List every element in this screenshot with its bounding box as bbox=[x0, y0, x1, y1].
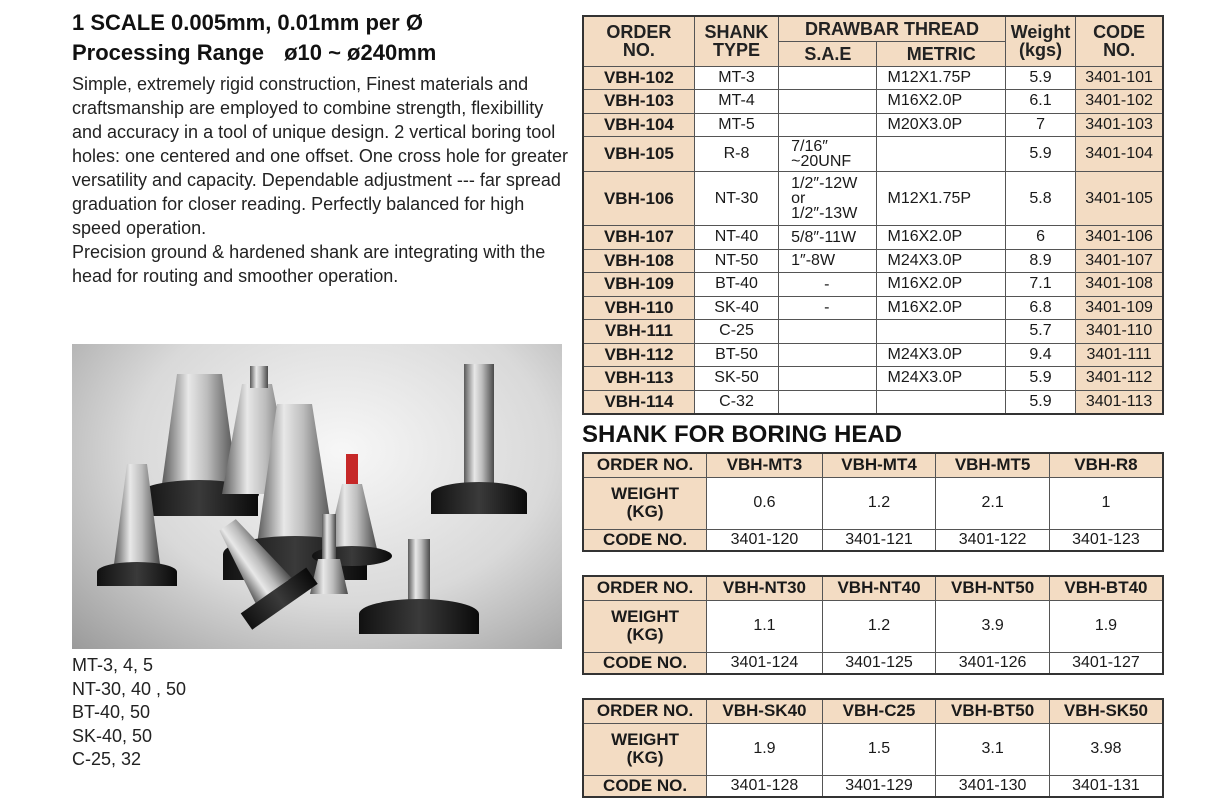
shank-section-title: SHANK FOR BORING HEAD bbox=[582, 421, 903, 448]
product-description bbox=[72, 72, 572, 288]
sae-thread-cell bbox=[779, 343, 877, 367]
shank-table-2 bbox=[582, 575, 1164, 675]
code-cell: 3401-125 bbox=[822, 652, 936, 674]
order-no-cell: VBH-102 bbox=[583, 66, 694, 90]
spec-row bbox=[583, 320, 1163, 344]
model-cell: VBH-MT3 bbox=[707, 453, 823, 477]
weight-cell: 5.7 bbox=[1005, 320, 1075, 344]
order-no-cell: VBH-104 bbox=[583, 113, 694, 137]
shank-row bbox=[583, 699, 1163, 723]
shank-row bbox=[583, 723, 1163, 775]
model-cell: VBH-C25 bbox=[822, 699, 936, 723]
weight-cell: 1.2 bbox=[822, 600, 936, 652]
spec-row bbox=[583, 172, 1163, 226]
metric-thread-cell: M16X2.0P bbox=[877, 296, 1005, 320]
row-label-weight: WEIGHT (KG) bbox=[583, 477, 707, 529]
shank-row bbox=[583, 477, 1163, 529]
spec-row bbox=[583, 90, 1163, 114]
shank-table-3 bbox=[582, 698, 1164, 798]
row-label: ORDER NO. bbox=[583, 699, 707, 723]
code-no-cell: 3401-111 bbox=[1076, 343, 1163, 367]
metric-thread-cell bbox=[877, 137, 1005, 172]
weight-cell: 1.5 bbox=[822, 723, 936, 775]
spec-row bbox=[583, 273, 1163, 297]
model-cell: VBH-NT40 bbox=[822, 576, 936, 600]
code-no-cell: 3401-112 bbox=[1076, 367, 1163, 391]
weight-cell: 5.8 bbox=[1005, 172, 1075, 226]
range-heading bbox=[72, 38, 572, 68]
shank-row bbox=[583, 652, 1163, 674]
shank-type-cell: NT-40 bbox=[694, 226, 778, 250]
sae-thread-cell bbox=[779, 367, 877, 391]
code-no-cell: 3401-105 bbox=[1076, 172, 1163, 226]
code-no-cell: 3401-102 bbox=[1076, 90, 1163, 114]
col-header-metric: METRIC bbox=[877, 41, 1005, 66]
weight-cell: 1 bbox=[1049, 477, 1163, 529]
weight-cell: 9.4 bbox=[1005, 343, 1075, 367]
model-cell: VBH-NT50 bbox=[936, 576, 1050, 600]
weight-cell: 3.98 bbox=[1049, 723, 1163, 775]
code-no-cell: 3401-110 bbox=[1076, 320, 1163, 344]
order-no-cell: VBH-110 bbox=[583, 296, 694, 320]
col-header-order: ORDER NO. bbox=[583, 16, 694, 66]
spec-row bbox=[583, 113, 1163, 137]
sae-thread-cell bbox=[779, 390, 877, 414]
description-paragraph-2: Precision ground & hardened shank are integrating with the head for routing and smoother operation. bbox=[72, 242, 546, 286]
model-cell: VBH-NT30 bbox=[707, 576, 823, 600]
weight-cell: 5.9 bbox=[1005, 66, 1075, 90]
shank-type-cell: MT-4 bbox=[694, 90, 778, 114]
shank-row bbox=[583, 453, 1163, 477]
product-intro bbox=[72, 8, 572, 288]
weight-cell: 6.8 bbox=[1005, 296, 1075, 320]
weight-cell: 1.9 bbox=[707, 723, 823, 775]
col-header-weight: Weight (kgs) bbox=[1005, 16, 1075, 66]
range-label: Processing Range bbox=[72, 40, 264, 65]
model-cell: VBH-R8 bbox=[1049, 453, 1163, 477]
code-cell: 3401-130 bbox=[936, 775, 1050, 797]
code-no-cell: 3401-107 bbox=[1076, 249, 1163, 273]
sae-thread-cell: 1″-8W bbox=[779, 249, 877, 273]
code-no-cell: 3401-104 bbox=[1076, 137, 1163, 172]
weight-cell: 5.9 bbox=[1005, 390, 1075, 414]
model-list-item: NT-30, 40 , 50 bbox=[72, 678, 187, 699]
boring-head-spec-table bbox=[582, 15, 1164, 415]
spec-row bbox=[583, 66, 1163, 90]
metric-thread-cell: M12X1.75P bbox=[877, 172, 1005, 226]
code-no-cell: 3401-103 bbox=[1076, 113, 1163, 137]
weight-cell: 3.9 bbox=[936, 600, 1050, 652]
spec-row bbox=[583, 390, 1163, 414]
model-cell: VBH-SK50 bbox=[1049, 699, 1163, 723]
row-label: ORDER NO. bbox=[583, 576, 707, 600]
row-label-weight: WEIGHT (KG) bbox=[583, 723, 707, 775]
description-paragraph-1: Simple, extremely rigid construction, Finest materials and craftsmanship are employed to combine strength, flexibillity and accuracy in a tool of unique design. 2 vertical boring tool holes: one centered and one offset. One cross hole for greater versatility and capacity. Dependable adjustment --- far spread graduation for closer reading. Perfectly balanced for high speed operation. bbox=[72, 74, 568, 238]
col-header-drawbar: DRAWBAR THREAD bbox=[779, 16, 1006, 41]
weight-cell: 5.9 bbox=[1005, 367, 1075, 391]
range-value: ø10 ~ ø240mm bbox=[284, 40, 437, 65]
row-label-weight: WEIGHT (KG) bbox=[583, 600, 707, 652]
sae-thread-cell: - bbox=[779, 296, 877, 320]
metric-thread-cell: M16X2.0P bbox=[877, 90, 1005, 114]
order-no-cell: VBH-111 bbox=[583, 320, 694, 344]
weight-cell: 7 bbox=[1005, 113, 1075, 137]
metric-thread-cell: M24X3.0P bbox=[877, 249, 1005, 273]
model-cell: VBH-MT5 bbox=[936, 453, 1050, 477]
spec-row bbox=[583, 296, 1163, 320]
weight-cell: 8.9 bbox=[1005, 249, 1075, 273]
weight-cell: 1.9 bbox=[1049, 600, 1163, 652]
metric-thread-cell: M12X1.75P bbox=[877, 66, 1005, 90]
metric-thread-cell: M16X2.0P bbox=[877, 273, 1005, 297]
shank-row bbox=[583, 529, 1163, 551]
shank-type-cell: C-32 bbox=[694, 390, 778, 414]
col-header-code: CODE NO. bbox=[1076, 16, 1163, 66]
order-no-cell: VBH-106 bbox=[583, 172, 694, 226]
sae-thread-cell bbox=[779, 66, 877, 90]
shank-type-cell: R-8 bbox=[694, 137, 778, 172]
spec-row bbox=[583, 367, 1163, 391]
code-cell: 3401-129 bbox=[822, 775, 936, 797]
shank-type-cell: MT-5 bbox=[694, 113, 778, 137]
code-cell: 3401-126 bbox=[936, 652, 1050, 674]
shank-table-1 bbox=[582, 452, 1164, 552]
shank-type-cell: SK-40 bbox=[694, 296, 778, 320]
code-cell: 3401-122 bbox=[936, 529, 1050, 551]
spec-row bbox=[583, 226, 1163, 250]
code-no-cell: 3401-106 bbox=[1076, 226, 1163, 250]
model-list-item: MT-3, 4, 5 bbox=[72, 655, 154, 675]
metric-thread-cell bbox=[877, 390, 1005, 414]
sae-thread-cell: 5/8″-11W bbox=[779, 226, 877, 250]
weight-cell: 6.1 bbox=[1005, 90, 1075, 114]
order-no-cell: VBH-105 bbox=[583, 137, 694, 172]
spec-row bbox=[583, 249, 1163, 273]
row-label: ORDER NO. bbox=[583, 453, 707, 477]
sae-thread-cell bbox=[779, 90, 877, 114]
shank-row bbox=[583, 600, 1163, 652]
metric-thread-cell: M16X2.0P bbox=[877, 226, 1005, 250]
order-no-cell: VBH-113 bbox=[583, 367, 694, 391]
model-cell: VBH-BT40 bbox=[1049, 576, 1163, 600]
weight-cell: 5.9 bbox=[1005, 137, 1075, 172]
model-cell: VBH-BT50 bbox=[936, 699, 1050, 723]
sae-thread-cell bbox=[779, 320, 877, 344]
order-no-cell: VBH-107 bbox=[583, 226, 694, 250]
shank-type-cell: C-25 bbox=[694, 320, 778, 344]
metric-thread-cell: M24X3.0P bbox=[877, 367, 1005, 391]
code-cell: 3401-124 bbox=[707, 652, 823, 674]
spec-row bbox=[583, 137, 1163, 172]
col-header-shank: SHANK TYPE bbox=[694, 16, 778, 66]
shank-row bbox=[583, 576, 1163, 600]
weight-cell: 1.2 bbox=[822, 477, 936, 529]
metric-thread-cell bbox=[877, 320, 1005, 344]
code-no-cell: 3401-108 bbox=[1076, 273, 1163, 297]
shank-type-cell: MT-3 bbox=[694, 66, 778, 90]
order-no-cell: VBH-112 bbox=[583, 343, 694, 367]
weight-cell: 7.1 bbox=[1005, 273, 1075, 297]
shank-model-list bbox=[72, 654, 186, 772]
col-header-sae: S.A.E bbox=[779, 41, 877, 66]
row-label: CODE NO. bbox=[583, 529, 707, 551]
shank-type-cell: NT-50 bbox=[694, 249, 778, 273]
code-cell: 3401-131 bbox=[1049, 775, 1163, 797]
weight-cell: 1.1 bbox=[707, 600, 823, 652]
sae-thread-cell: 1/2″-12W or 1/2″-13W bbox=[779, 172, 877, 226]
product-photo bbox=[72, 344, 562, 649]
model-cell: VBH-MT4 bbox=[822, 453, 936, 477]
shank-type-cell: BT-50 bbox=[694, 343, 778, 367]
code-no-cell: 3401-101 bbox=[1076, 66, 1163, 90]
model-list-item: SK-40, 50 bbox=[72, 725, 153, 746]
sae-thread-cell: 7/16″ ~20UNF bbox=[779, 137, 877, 172]
code-cell: 3401-123 bbox=[1049, 529, 1163, 551]
code-cell: 3401-121 bbox=[822, 529, 936, 551]
metric-thread-cell: M20X3.0P bbox=[877, 113, 1005, 137]
shank-type-cell: SK-50 bbox=[694, 367, 778, 391]
scale-heading: 1 SCALE 0.005mm, 0.01mm per Ø bbox=[72, 10, 423, 35]
shank-type-cell: BT-40 bbox=[694, 273, 778, 297]
code-cell: 3401-128 bbox=[707, 775, 823, 797]
spec-row bbox=[583, 343, 1163, 367]
model-list-item: C-25, 32 bbox=[72, 749, 142, 769]
order-no-cell: VBH-108 bbox=[583, 249, 694, 273]
order-no-cell: VBH-103 bbox=[583, 90, 694, 114]
model-cell: VBH-SK40 bbox=[707, 699, 823, 723]
code-cell: 3401-120 bbox=[707, 529, 823, 551]
weight-cell: 2.1 bbox=[936, 477, 1050, 529]
code-cell: 3401-127 bbox=[1049, 652, 1163, 674]
sae-thread-cell: - bbox=[779, 273, 877, 297]
weight-cell: 0.6 bbox=[707, 477, 823, 529]
order-no-cell: VBH-109 bbox=[583, 273, 694, 297]
code-no-cell: 3401-113 bbox=[1076, 390, 1163, 414]
code-no-cell: 3401-109 bbox=[1076, 296, 1163, 320]
metric-thread-cell: M24X3.0P bbox=[877, 343, 1005, 367]
shank-row bbox=[583, 775, 1163, 797]
row-label: CODE NO. bbox=[583, 775, 707, 797]
weight-cell: 3.1 bbox=[936, 723, 1050, 775]
order-no-cell: VBH-114 bbox=[583, 390, 694, 414]
row-label: CODE NO. bbox=[583, 652, 707, 674]
weight-cell: 6 bbox=[1005, 226, 1075, 250]
shank-type-cell: NT-30 bbox=[694, 172, 778, 226]
model-list-item: BT-40, 50 bbox=[72, 702, 151, 722]
sae-thread-cell bbox=[779, 113, 877, 137]
